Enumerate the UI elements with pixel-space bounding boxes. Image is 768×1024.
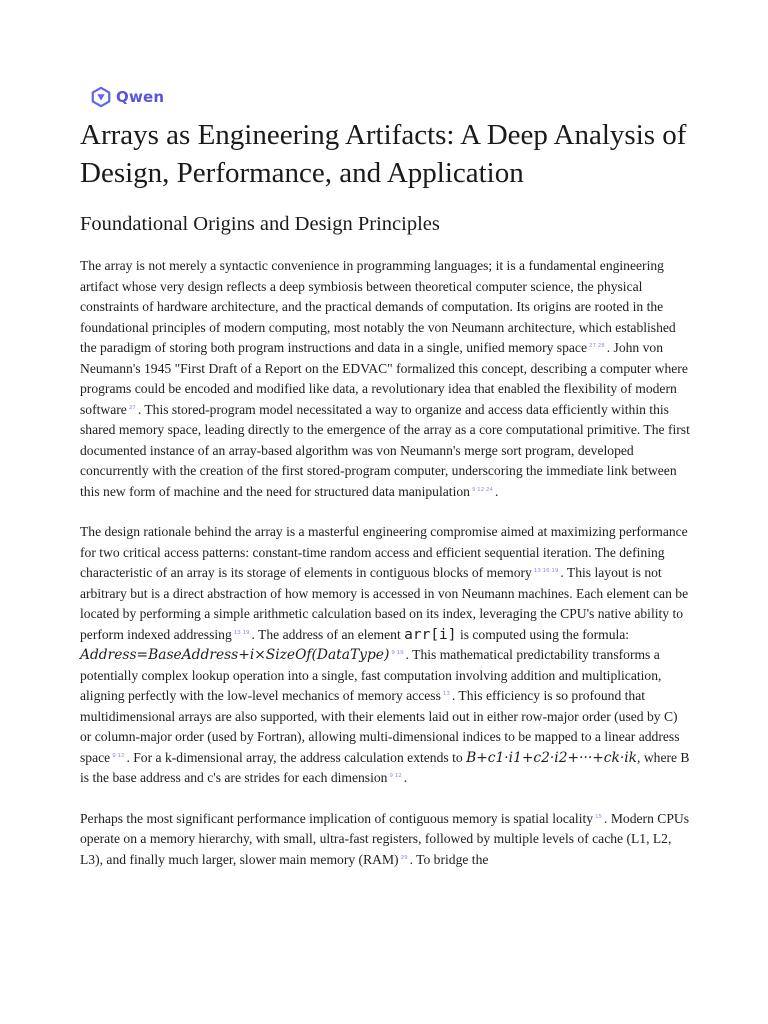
paragraph-text: . To bridge the — [409, 851, 489, 867]
citation-link[interactable]: 13 16 19 — [533, 568, 559, 574]
citation-link[interactable]: 13 19 — [233, 629, 250, 636]
citation-link[interactable]: 27 — [128, 404, 136, 411]
citation-link[interactable]: 9 12 24 — [471, 486, 493, 493]
citation-link[interactable]: 29 — [400, 854, 408, 861]
document-body — [80, 256, 690, 890]
brand-logo — [90, 86, 164, 108]
paragraph-text: . — [403, 770, 408, 785]
paragraph-text: . This layout is not arbitrary but is a direct abstraction of how memory is accessed in von Neumann machines. Each element can be located by performing a simple arithmetic calculation based on its index, leveraging the CPU's native ability to perform indexed addressing — [80, 565, 689, 642]
paragraph-text: . This mathematical predictability transforms a potentially complex lookup operation into a single, fast computation involving addition and multiplication, aligning perfectly with the low-level mechanics of memory access — [80, 647, 662, 703]
paragraph-text: . Modern CPUs operate on a memory hierarchy, with small, ultra-fast registers, followed by multiple levels of cache (L1, L2, L3), and finally much larger, slower main memory (RAM) — [80, 810, 690, 867]
paragraph-text: is computed using the formula: — [459, 626, 630, 642]
paragraph-text: . The address of an element — [251, 626, 401, 642]
citation-link[interactable]: 9 12 — [389, 773, 402, 779]
paragraph-3 — [80, 809, 690, 871]
paragraph-2 — [80, 522, 690, 789]
paragraph-text: . This stored-program model necessitated a way to organize and access data efficiently within this shared memory space, leading directly to the emergence of the array as a core computational primitive. The first documented instance of an array-based algorithm was von Neumann's merge sort program, developed concurrently with the creation of the first stored-program computer, underscoring the immediate link between this new form of machine and the need for structured data manipulation — [80, 401, 690, 499]
paragraph-text: . This efficiency is so profound that multidimensional arrays are also supported, with their elements laid out in either row-major order (used by C) or column-major order (used by Fortran), allowing multi-dimensional indices to be mapped to a linear address space — [80, 688, 680, 765]
paragraph-text: Perhaps the most significant performance implication of contiguous memory is spatial locality — [80, 810, 594, 826]
qwen-logo-icon — [90, 86, 112, 108]
citation-link[interactable]: 15 — [595, 813, 603, 820]
address-formula: Address=BaseAddress+i×SizeOf(DataType) — [80, 647, 390, 663]
paragraph-text: . — [494, 483, 499, 499]
stride-formula: B+c1·i1+c2·i2+···+ck·ik — [466, 749, 638, 766]
paragraph-text: The array is not merely a syntactic convenience in programming languages; it is a fundamental engineering artifact whose very design reflects a deep symbiosis between theoretical computer science, the physical constraints of hardware architecture, and the practical demands of computation. Its origins are rooted in the foundational principles of modern computing, most notably the von Neumann architecture, which established the paradigm of storing both program instructions and data in a single, unified memory space — [80, 258, 676, 355]
paragraph-text: . John von Neumann's 1945 "First Draft of a Report on the EDVAC" formalized this concept, describing a computer where programs could be encoded and modified like data, a revolutionary idea that enabled the flexibility of modern software — [80, 340, 688, 417]
citation-link[interactable]: 27 28 — [589, 343, 605, 349]
paragraph-text: . For a k-dimensional array, the address calculation extends to — [126, 749, 463, 765]
citation-link[interactable]: 9 19 — [391, 650, 404, 656]
citation-link[interactable]: 13 — [442, 691, 450, 697]
paragraph-text: The design rationale behind the array is a masterful engineering compromise aimed at maximizing performance for two critical access patterns: constant-time random access and efficient sequential iteration. The defining characteristic of an array is its storage of elements in contiguous blocks of memory — [80, 524, 688, 580]
document-title: Arrays as Engineering Artifacts: A Deep Analysis of Design, Performance, and Application — [80, 119, 687, 189]
brand-name: Qwen — [116, 88, 165, 106]
inline-code: arr[i] — [404, 626, 457, 643]
section-heading: Foundational Origins and Design Principles — [80, 213, 440, 235]
citation-link[interactable]: 9 12 — [112, 752, 125, 759]
paragraph-1 — [80, 256, 690, 502]
paragraph-text: , where B is the base address and c's are strides for each dimension — [80, 749, 690, 785]
